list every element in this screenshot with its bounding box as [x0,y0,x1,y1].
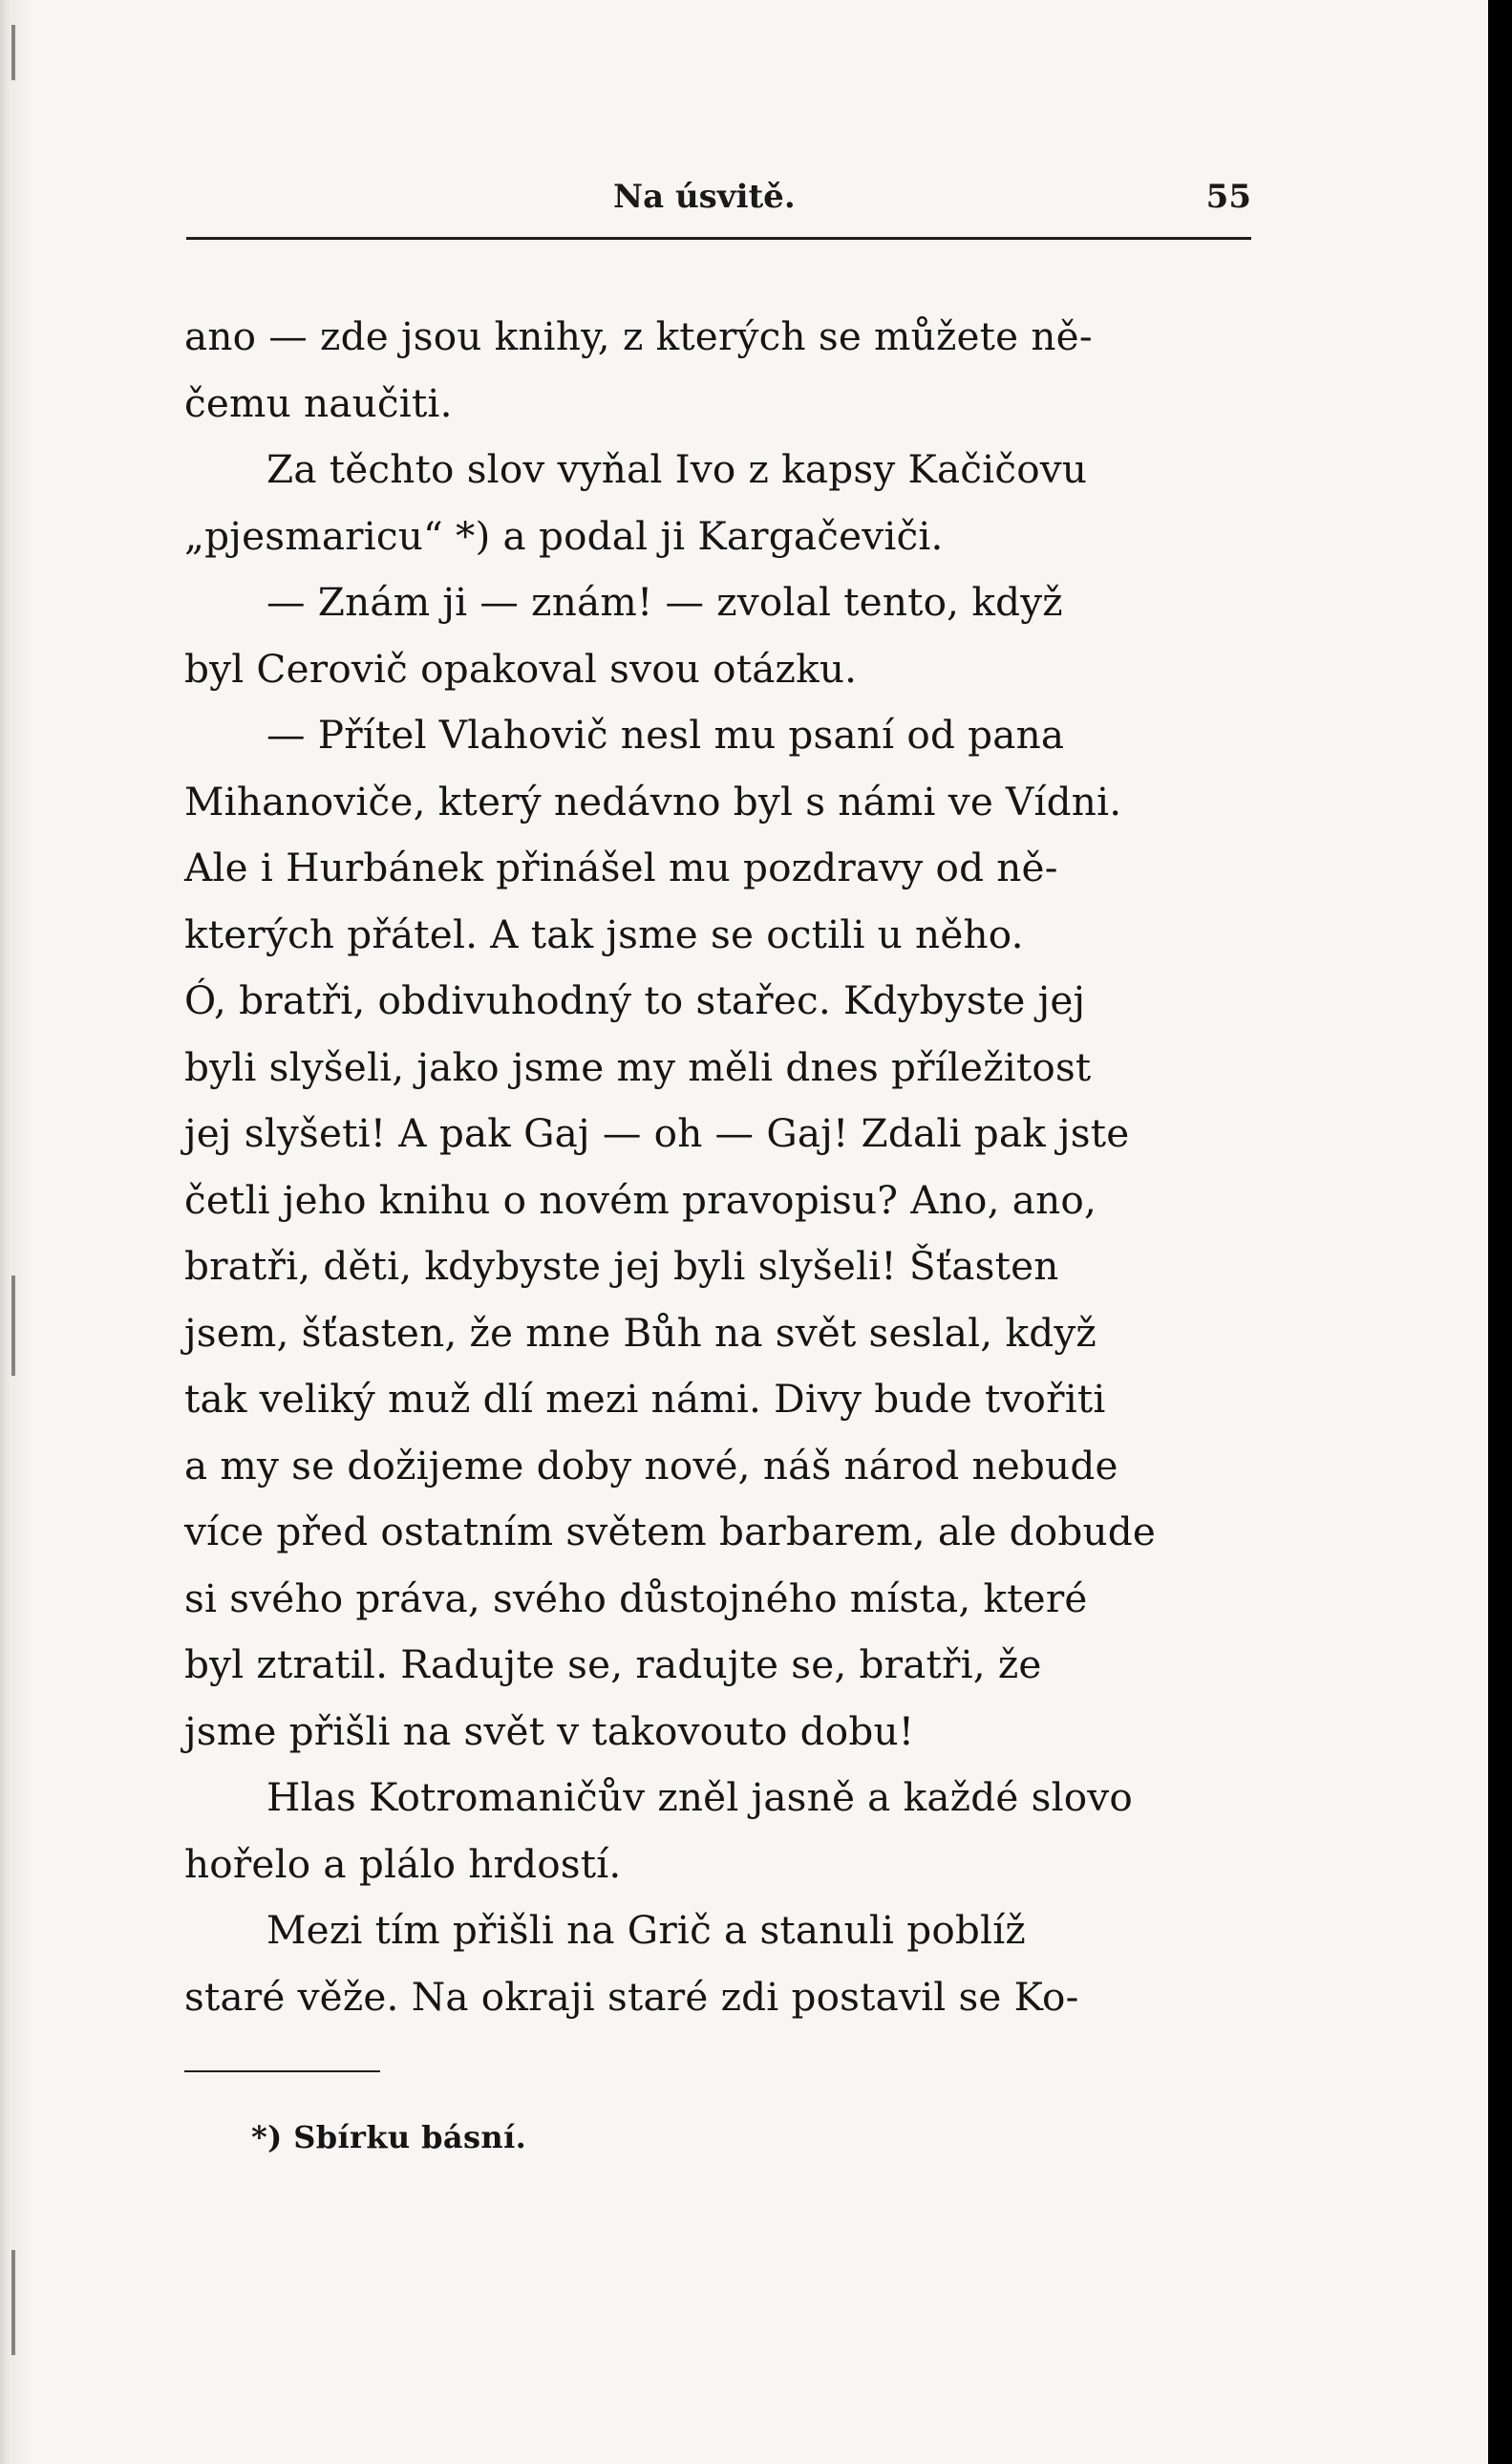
page-header [181,170,1251,227]
page-edge-shadow [0,0,32,2464]
running-title: Na úsvitě. [613,178,796,216]
page-number: 55 [1205,178,1251,216]
paragraph-2: Za těchto slov vyňal Ivo z kapsy Kačičovu „pjesmaricu“ *) a podal ji Kargačeviči. [184,446,1088,559]
footnote: *) Sbírku básní. [251,2119,527,2155]
paragraph-5: Hlas Kotromaničův zněl jasně a každé slovo hořelo a plálo hrdostí. [184,1774,1133,1887]
header-divider [186,237,1251,240]
scan-edge-mark-middle [11,1275,15,1376]
paragraph-1: ano — zde jsou knihy, z kterých se můžete ně- čemu naučiti. [184,313,1093,426]
footnote-divider [184,2070,380,2072]
main-text [184,304,1252,2030]
paragraph-3: — Znám ji — znám! — zvolal tento, když byl Cerovič opakoval svou otázku. [184,579,1063,692]
paragraph-4: — Přítel Vlahovič nesl mu psaní od pana Mihanoviče, který nedávno byl s námi ve Vídni. Ale i Hurbánek přinášel mu pozdravy od ně- kterých přátel. A tak jsme se octili u něho. Ó, bratři, obdivuhodný to stařec. Kdybyste jej byli slyšeli, jako jsme my měli dnes příležitost jej slyšeti! A pak Gaj — oh — Gaj! Zdali pak jste četli jeho knihu o novém pravopisu? Ano, ano, bratři, děti, kdybyste jej byli slyšeli! Šťasten jsem, šťasten, že mne Bůh na svět seslal, když tak veliký muž dlí mezi námi. Divy bude tvořiti a my se dožijeme doby nové, náš národ nebude více před ostatním světem barbarem, ale dobude si svého práva, svého důstojného místa, které byl ztratil. Radujte se, radujte se, bratři, že jsme přišli na svět v takovouto dobu! [184,712,1157,1754]
scan-edge-mark-bottom [11,2250,15,2355]
scan-edge-mark-top [11,25,15,80]
paragraph-6: Mezi tím přišli na Grič a stanuli poblíž staré věže. Na okraji staré zdi postavil se Ko- [184,1907,1079,2020]
